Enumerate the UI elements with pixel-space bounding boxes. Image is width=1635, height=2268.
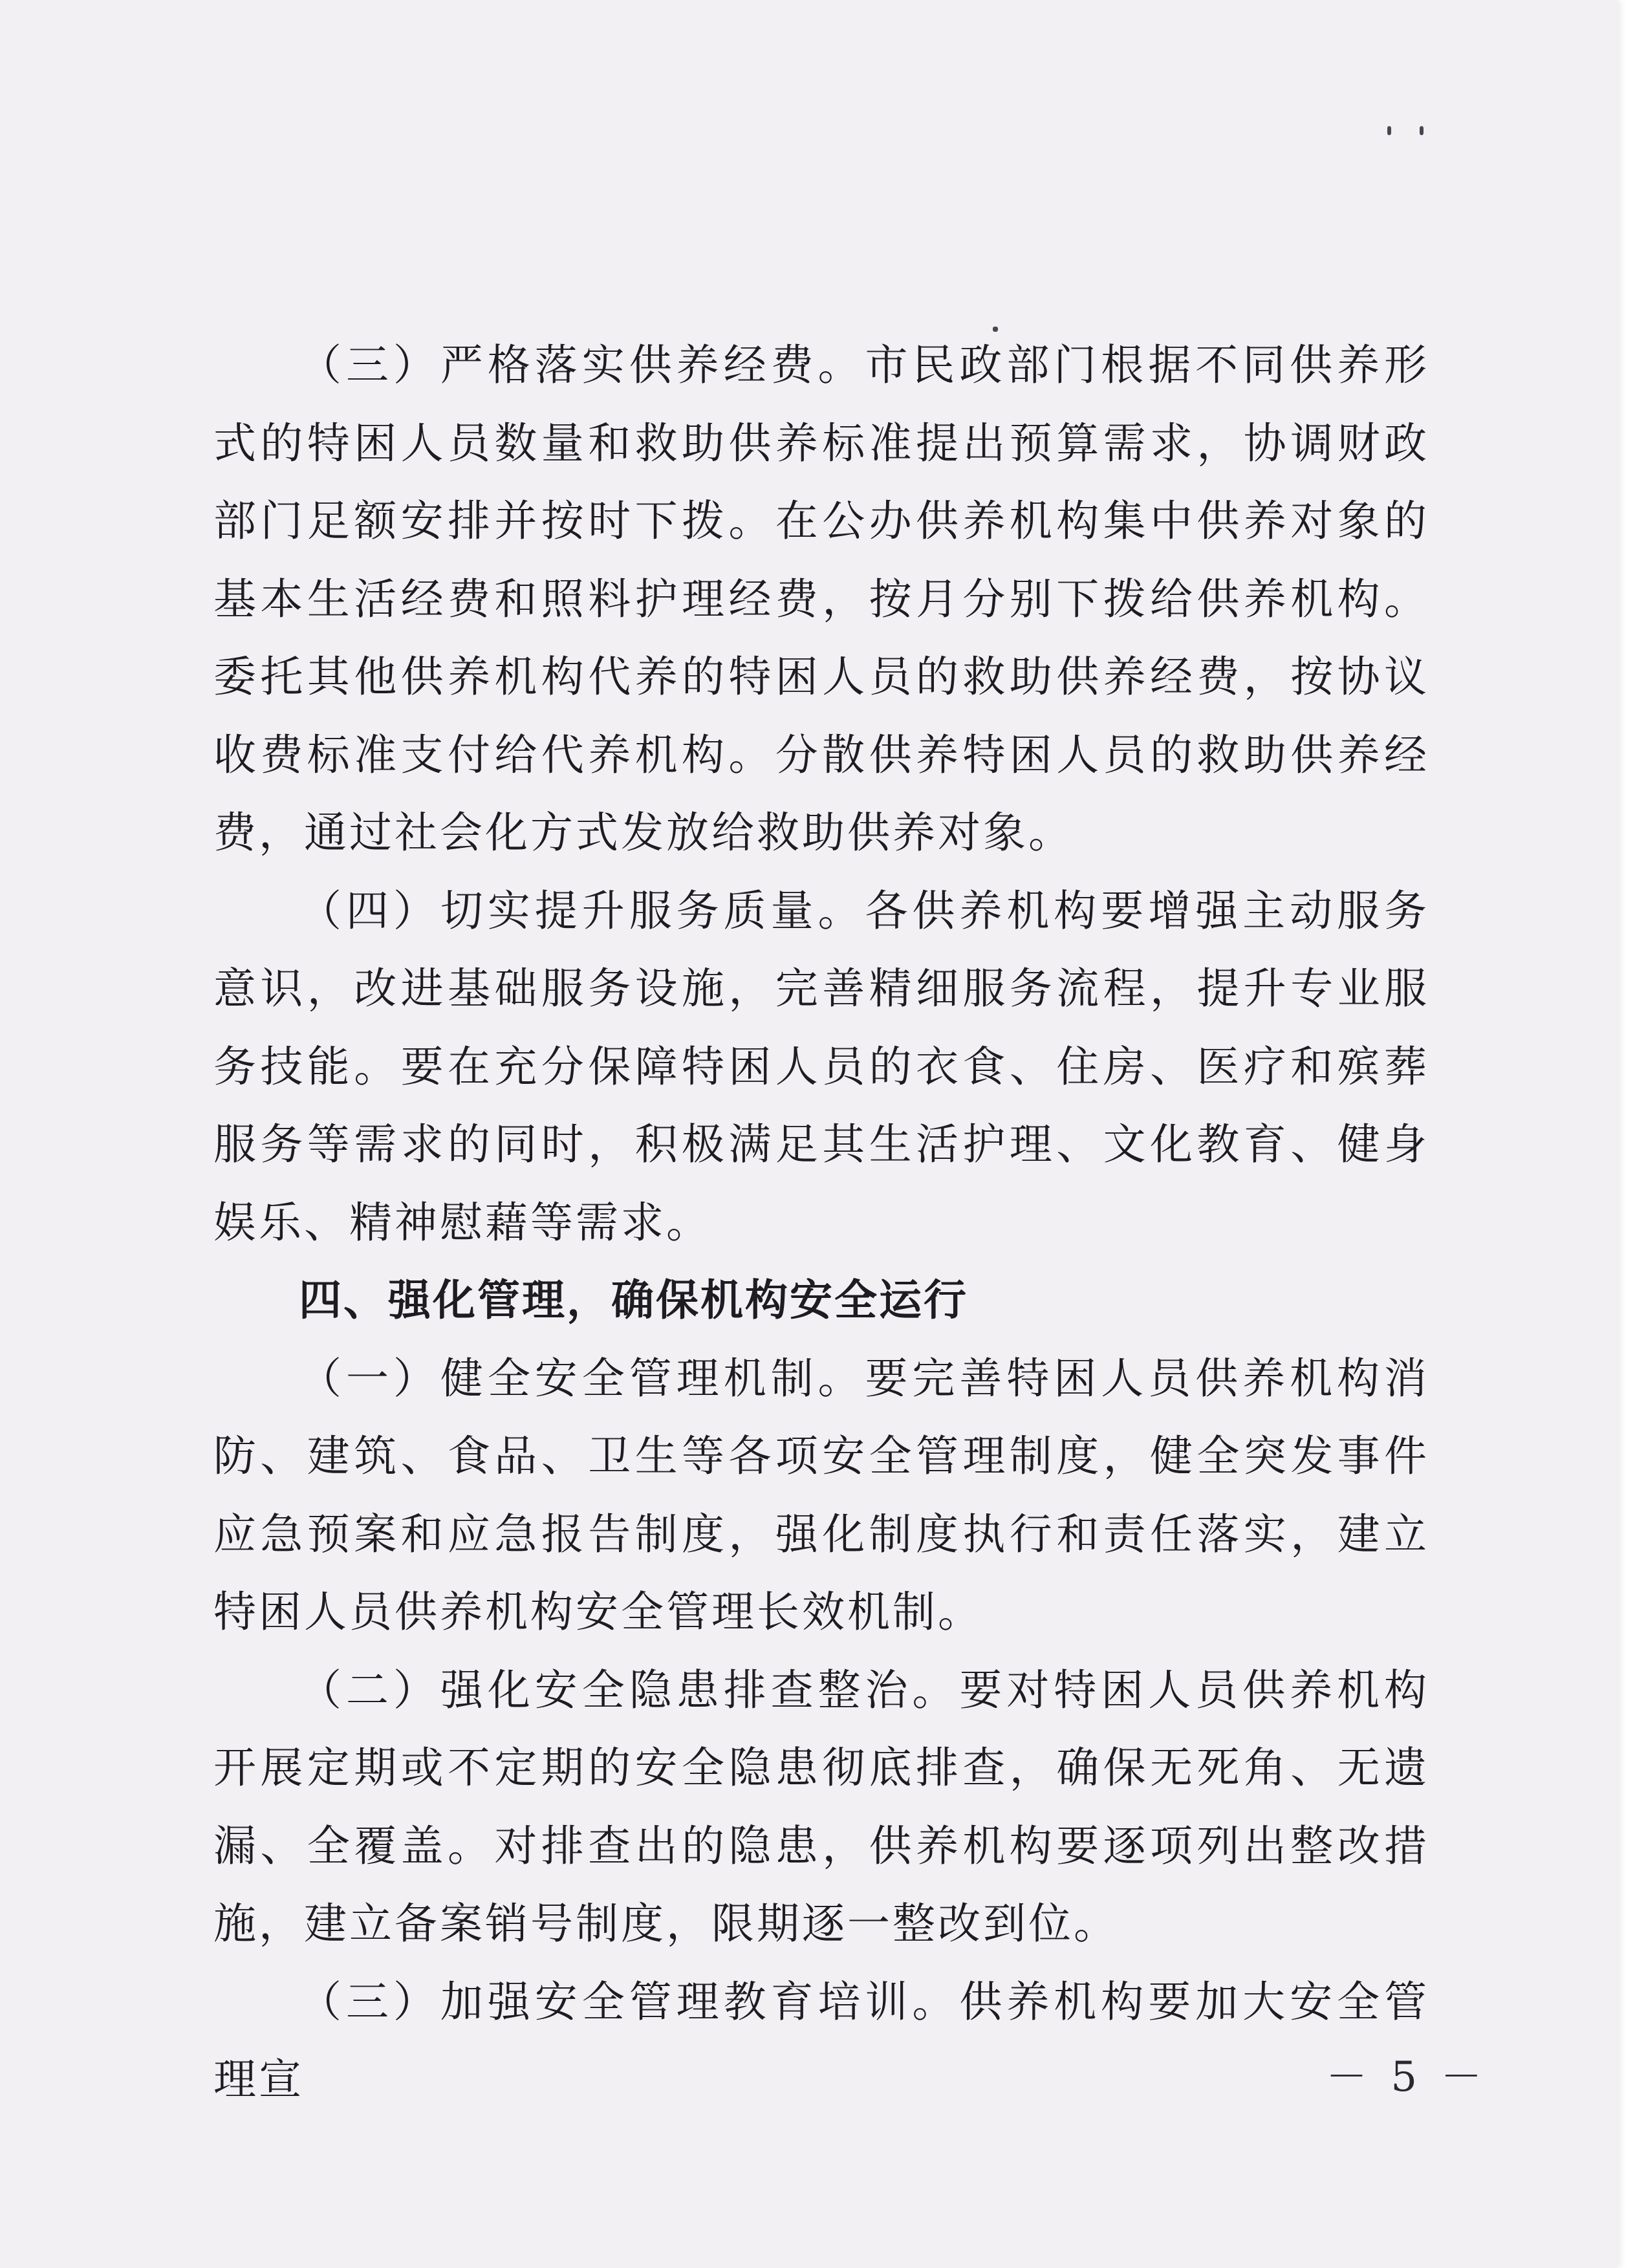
page-number: － 5 －	[1326, 2053, 1488, 2101]
scan-speck	[1420, 126, 1424, 135]
paragraph-safety-mechanism: （一）健全安全管理机制。要完善特困人员供养机构消防、建筑、食品、卫生等各项安全管理制度，健全突发事件应急预案和应急报告制度，强化制度执行和责任落实，建立特困人员供养机构安全管理长效机制。	[213, 1353, 1429, 1637]
paragraph-safety-training: （三）加强安全管理教育培训。供养机构要加大安全管理宣	[213, 1976, 1429, 2104]
document-body	[213, 327, 1429, 2119]
paragraph-service-quality: （四）切实提升服务质量。各供养机构要增强主动服务意识，改进基础服务设施，完善精细服务流程，提升专业服务技能。要在充分保障特困人员的衣食、住房、医疗和殡葬服务等需求的同时，积极满足其生活护理、文化教育、健身娱乐、精神慰藉等需求。	[213, 885, 1429, 1247]
section-heading: 四、强化管理，确保机构安全运行	[299, 1275, 968, 1325]
scan-speck	[1387, 126, 1391, 135]
paragraph-funding: （三）严格落实供养经费。市民政部门根据不同供养形式的特困人员数量和救助供养标准提出预算需求，协调财政部门足额安排并按时下拨。在公办供养机构集中供养对象的基本生活经费和照料护理经费，按月分别下拨给供养机构。委托其他供养机构代养的特困人员的救助供养经费，按协议收费标准支付给代养机构。分散供养特困人员的救助供养经费，通过社会化方式发放给救助供养对象。	[213, 340, 1429, 858]
paragraph-hazard-inspection: （二）强化安全隐患排查整治。要对特困人员供养机构开展定期或不定期的安全隐患彻底排查，确保无死角、无遗漏、全覆盖。对排查出的隐患，供养机构要逐项列出整改措施，建立备案销号制度，限期逐一整改到位。	[213, 1665, 1429, 1949]
